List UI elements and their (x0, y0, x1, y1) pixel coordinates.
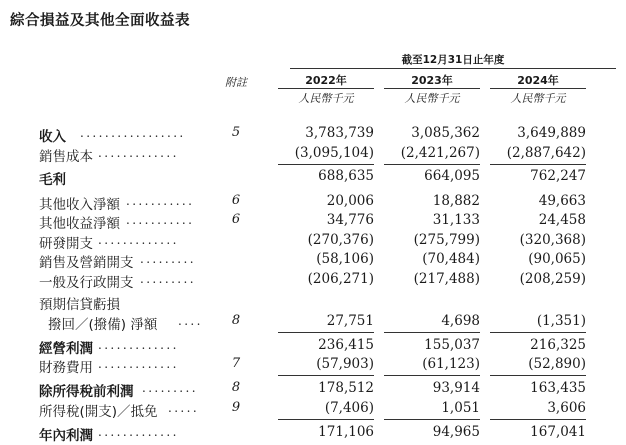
leader-dots: ........... (126, 213, 195, 227)
value-2024: (90,065) (528, 251, 586, 267)
leader-dots: ......... (140, 252, 196, 266)
value-2023: (61,123) (422, 356, 480, 372)
value-2022: (3,095,104) (294, 145, 374, 161)
leader-dots: ......... (142, 381, 198, 395)
table-row (0, 311, 626, 331)
year-divider (384, 88, 480, 89)
year-divider (278, 88, 374, 89)
table-row (0, 143, 626, 163)
subtotal-rule (384, 332, 480, 333)
unit-label: 人民幣千元 (510, 92, 566, 105)
note-ref: 6 (231, 212, 241, 227)
table-row (0, 378, 626, 398)
row-label: 所得稅(開支)／抵免 (39, 404, 158, 420)
value-2024: (208,259) (519, 271, 586, 287)
row-label: 其他收益淨額 (39, 216, 120, 232)
unit-label: 人民幣千元 (298, 92, 354, 105)
value-2023: (70,484) (422, 251, 480, 267)
unit-label: 人民幣千元 (404, 92, 460, 105)
value-2023: (2,421,267) (400, 145, 480, 161)
value-2023: 94,965 (432, 424, 480, 440)
subtotal-rule (278, 419, 374, 420)
note-ref: 8 (231, 380, 241, 395)
value-2023: 3,085,362 (411, 125, 480, 141)
row-label: 年內利潤 (39, 428, 93, 444)
year-divider (490, 88, 586, 89)
value-2022: 688,635 (318, 168, 374, 184)
value-2024: 49,663 (538, 193, 586, 209)
value-2023: 93,914 (432, 380, 480, 396)
note-ref: 7 (231, 356, 241, 371)
subtotal-rule (490, 164, 586, 165)
value-2024: 3,649,889 (517, 125, 586, 141)
leader-dots: ............. (98, 233, 179, 247)
value-2022: 171,106 (318, 424, 374, 440)
table-row (0, 166, 626, 186)
value-2022: (270,376) (307, 232, 374, 248)
table-row (0, 230, 626, 250)
period-header: 截至12月31日止年度 (401, 54, 505, 66)
row-label: 財務費用 (39, 360, 93, 376)
value-2023: 4,698 (441, 313, 480, 329)
leader-dots: ..... (168, 401, 200, 415)
table-row (0, 249, 626, 269)
row-label: 撥回／(撥備) 淨額 (48, 317, 158, 333)
value-2022: 20,006 (326, 193, 374, 209)
table-row (0, 210, 626, 230)
row-label: 收入 (39, 129, 66, 145)
leader-dots: ......... (140, 272, 196, 286)
table-row (0, 354, 626, 374)
value-2024: 163,435 (530, 380, 586, 396)
note-ref: 9 (231, 400, 241, 415)
value-2023: 664,095 (424, 168, 480, 184)
row-label: 經營利潤 (39, 341, 93, 357)
table-row (0, 269, 626, 289)
leader-dots: .... (178, 314, 203, 328)
statement-title: 綜合損益及其他全面收益表 (10, 13, 190, 29)
value-2023: 1,051 (441, 400, 480, 416)
value-2024: (52,890) (528, 356, 586, 372)
row-label: 其他收入淨額 (39, 197, 120, 213)
table-row (0, 123, 626, 143)
value-2022: 27,751 (326, 313, 374, 329)
row-label: 除所得稅前利潤 (39, 384, 134, 400)
row-label: 預期信貸虧損 (39, 297, 120, 313)
value-2022: (58,106) (316, 251, 374, 267)
table-row (0, 291, 626, 311)
value-2023: 155,037 (424, 337, 480, 353)
note-ref: 5 (231, 125, 241, 140)
value-2022: (206,271) (307, 271, 374, 287)
year-header: 2022年 (305, 74, 347, 87)
period-divider (290, 68, 616, 69)
leader-dots: ........... (126, 194, 195, 208)
row-label: 銷售及營銷開支 (39, 255, 134, 271)
leader-dots: ............. (98, 338, 179, 352)
row-label: 銷售成本 (39, 149, 93, 165)
row-label: 一般及行政開支 (39, 275, 134, 291)
note-ref: 8 (231, 313, 241, 328)
subtotal-rule (384, 375, 480, 376)
subtotal-rule (490, 375, 586, 376)
leader-dots: ............. (98, 146, 179, 160)
value-2022: 3,783,739 (305, 125, 374, 141)
value-2024: 3,606 (547, 400, 586, 416)
subtotal-rule (278, 164, 374, 165)
row-label: 研發開支 (39, 236, 93, 252)
value-2023: (275,799) (413, 232, 480, 248)
note-ref: 6 (231, 193, 241, 208)
value-2024: 167,041 (530, 424, 586, 440)
leader-dots: ............. (98, 425, 179, 439)
subtotal-rule (490, 332, 586, 333)
value-2024: (2,887,642) (506, 145, 586, 161)
subtotal-rule (384, 164, 480, 165)
subtotal-rule (490, 419, 586, 420)
subtotal-rule (278, 375, 374, 376)
leader-dots: ............. (98, 357, 179, 371)
table-row (0, 398, 626, 418)
value-2022: (7,406) (324, 400, 374, 416)
row-label: 毛利 (39, 172, 66, 188)
value-2022: (57,903) (316, 356, 374, 372)
year-header: 2024年 (517, 74, 559, 87)
value-2022: 236,415 (318, 337, 374, 353)
value-2024: 24,458 (538, 212, 586, 228)
note-column-header: 附註 (225, 76, 247, 89)
subtotal-rule (384, 419, 480, 420)
value-2024: 216,325 (530, 337, 586, 353)
year-header: 2023年 (411, 74, 453, 87)
value-2024: (1,351) (536, 313, 586, 329)
table-row (0, 335, 626, 355)
value-2023: 18,882 (432, 193, 480, 209)
value-2023: (217,488) (413, 271, 480, 287)
subtotal-rule (278, 332, 374, 333)
value-2024: (320,368) (519, 232, 586, 248)
table-row (0, 191, 626, 211)
value-2023: 31,133 (432, 212, 480, 228)
table-row (0, 422, 626, 442)
value-2022: 178,512 (318, 380, 374, 396)
value-2024: 762,247 (530, 168, 586, 184)
leader-dots: ................. (80, 126, 186, 140)
value-2022: 34,776 (326, 212, 374, 228)
